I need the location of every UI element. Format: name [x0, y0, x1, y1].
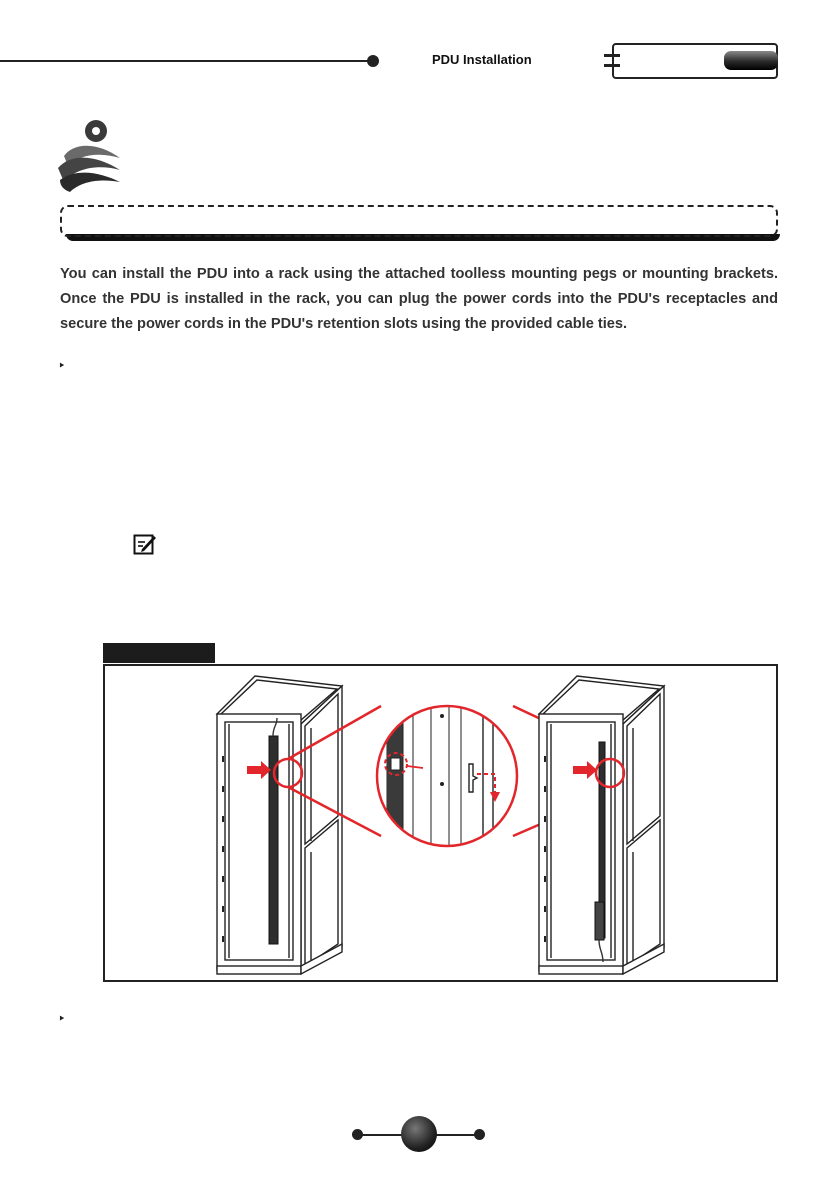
page-number-badge	[401, 1116, 437, 1152]
arrow-bullet-icon: ‣	[58, 1011, 66, 1026]
header-tab-notch	[604, 64, 620, 67]
figure-label-tab	[103, 643, 215, 663]
arrow-bullet-icon: ‣	[58, 358, 66, 373]
zoom-detail-circle	[373, 702, 517, 852]
note-pencil-icon	[133, 532, 157, 556]
rack-installation-illustration	[105, 666, 776, 980]
header-tab-notch	[604, 54, 620, 57]
figure-rack-installation	[103, 664, 778, 982]
header-rule-dot	[367, 55, 379, 67]
header-tab-pill	[724, 51, 778, 70]
section-title-bar	[60, 205, 778, 237]
header-section-title: PDU Installation	[432, 52, 532, 67]
intro-paragraph: You can install the PDU into a rack using the attached toolless mounting pegs or mounting brackets. Once the PDU is installed in the rack, you can plug the power cords into the PDU's receptacles and secure the power cords in the PDU's retention slots using the provided cable ties.	[60, 266, 778, 332]
left-pdu-strip	[269, 736, 278, 944]
header-rule	[0, 60, 372, 62]
left-rack	[217, 676, 342, 974]
leaf-logo-icon	[54, 118, 124, 194]
footer-rule-dot	[352, 1129, 363, 1140]
footer-rule-dot	[474, 1129, 485, 1140]
